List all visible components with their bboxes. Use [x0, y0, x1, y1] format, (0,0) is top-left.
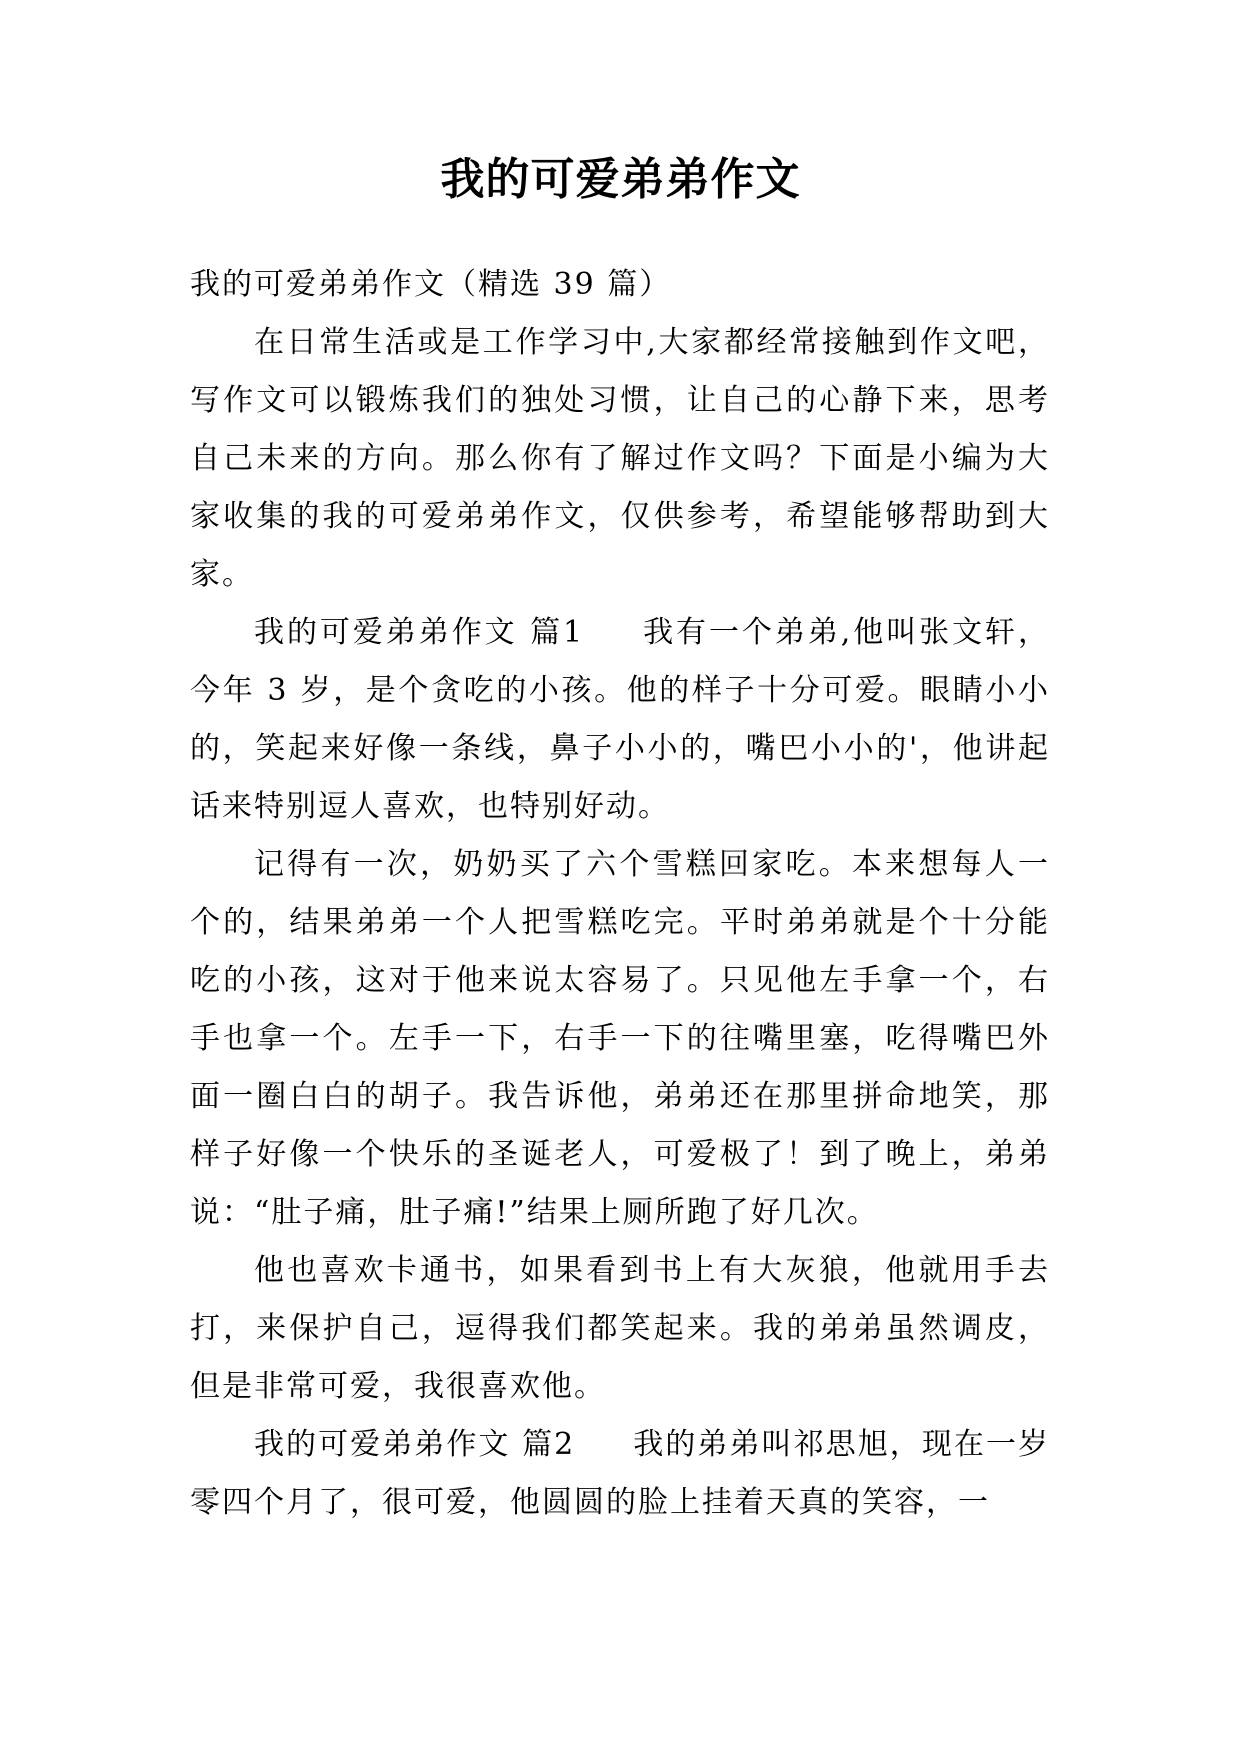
- section-paragraph: [190, 604, 1050, 836]
- section-heading: 我的可爱弟弟作文 篇1: [254, 615, 585, 650]
- section-heading: 我的可爱弟弟作文 篇2: [254, 1427, 576, 1462]
- document-subtitle: 我的可爱弟弟作文（精选 39 篇）: [190, 267, 672, 302]
- body-paragraph: 记得有一次，奶奶买了六个雪糕回家吃。本来想每人一个的，结果弟弟一个人把雪糕吃完。平时弟弟就是个十分能吃的小孩，这对于他来说太容易了。只见他左手拿一个，右手也拿一个。左手一下，右手一下的往嘴里塞，吃得嘴巴外面一圈白白的胡子。我告诉他，弟弟还在那里拼命地笑，那样子好像一个快乐的圣诞老人，可爱极了！到了晚上，弟弟说：“肚子痛，肚子痛!”结果上厕所跑了好几次。: [190, 847, 1050, 1230]
- section-text: 我有一个弟弟,他叫张文轩，今年 3 岁，是个贪吃的小孩。他的样子十分可爱。眼睛小小的，笑起来好像一条线，鼻子小小的，嘴巴小小的'，他讲起话来特别逗人喜欢，也特别好动。: [190, 615, 1050, 824]
- body-paragraph: 他也喜欢卡通书，如果看到书上有大灰狼，他就用手去打，来保护自己，逗得我们都笑起来。我的弟弟虽然调皮，但是非常可爱，我很喜欢他。: [190, 1253, 1050, 1404]
- section-text: 我的弟弟叫祁思旭，现在一岁零四个月了，很可爱，他圆圆的脸上挂着天真的笑容，一: [190, 1427, 1051, 1520]
- document-title: 我的可爱弟弟作文: [440, 154, 801, 205]
- document-body: [190, 256, 1050, 1532]
- section-paragraph: [190, 1416, 1050, 1532]
- intro-paragraph: 在日常生活或是工作学习中,大家都经常接触到作文吧，写作文可以锻炼我们的独处习惯，让自己的心静下来，思考自己未来的方向。那么你有了解过作文吗？下面是小编为大家收集的我的可爱弟弟作文，仅供参考，希望能够帮助到大家。: [190, 325, 1050, 592]
